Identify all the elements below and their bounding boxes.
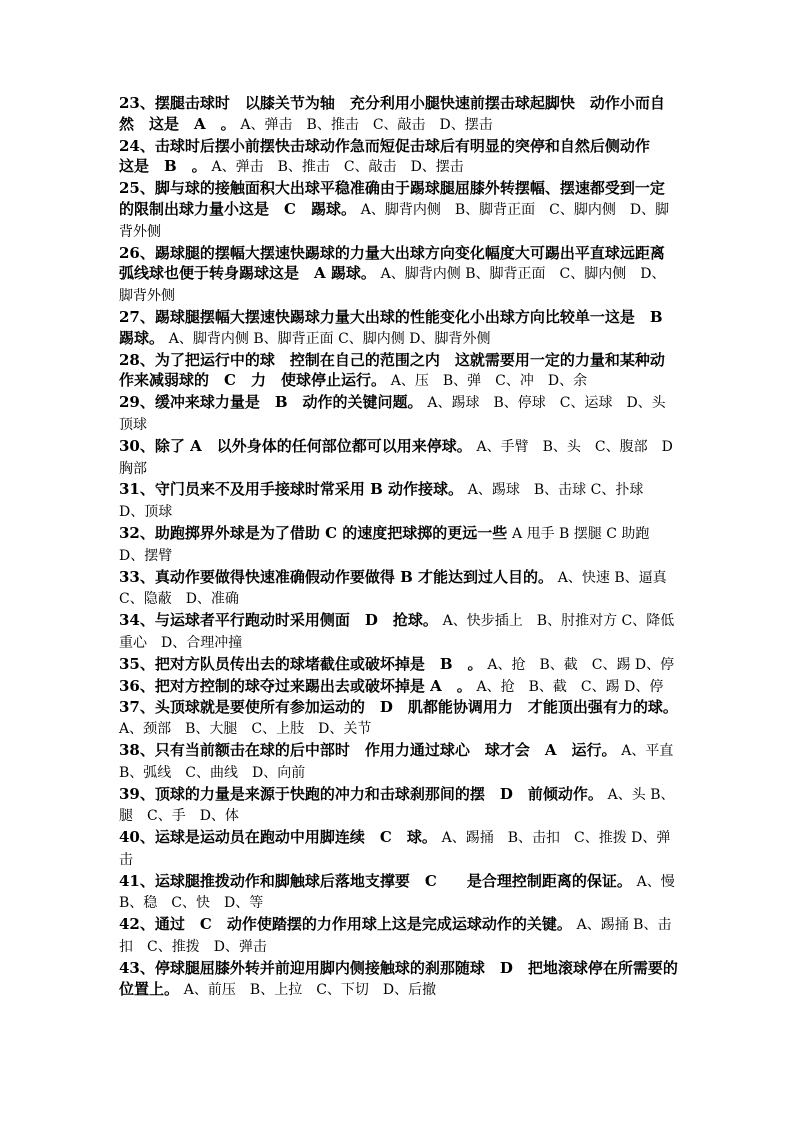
question-options: A、快速 B、逼真 C、隐蔽 D、准确 — [119, 569, 681, 608]
question-item — [119, 243, 679, 307]
question-options: A、前压 B、上拉 C、下切 D、后撤 — [183, 981, 437, 998]
question-item — [119, 93, 679, 136]
question-stem: 34、与运球者平行跑动时采用侧面 D 抢球。 — [119, 611, 438, 630]
question-stem: 41、运球腿推拨动作和脚触球后落地支撑要 C 是合理控制距离的保证。 — [119, 871, 632, 890]
question-item — [119, 827, 679, 871]
question-stem: 43、停球腿屈膝外转并前迎用脚内侧接触球的刹那随球 D 把地滚球停在所需要的位置上。 — [119, 958, 678, 998]
question-item — [119, 697, 679, 740]
question-item — [119, 350, 679, 393]
question-stem: 37、头顶球就是要使所有参加运动的 D 肌都能协调用力 才能顶出强有力的球。 — [119, 698, 678, 717]
question-options: A、脚背内侧 B、脚背正面 C、脚内侧 D、脚背外侧 — [119, 266, 666, 305]
question-options: A、颈部 B、大腿 C、上肢 D、关节 — [119, 721, 372, 738]
question-options: A、脚背内侧 B、脚背正面 C、脚内侧 D、脚背外侧 — [168, 330, 491, 347]
question-stem: 27、踢球腿摆幅大摆速快踢球力量大出球的性能变化小出球方向比较单一这是 B 踢球。 — [119, 307, 678, 347]
question-item — [119, 523, 679, 567]
question-stem: 32、助跑掷界外球是为了借助 C 的速度把球掷的更远一些 — [119, 523, 508, 542]
question-stem: 24、击球时后摆小前摆快击球动作急而短促击球后有明显的突停和自然后侧动作 这是 B 。 — [119, 136, 665, 176]
question-item — [119, 654, 679, 676]
question-options: A、头 B、腿 C、手 D、体 — [119, 786, 675, 825]
question-options: A、踢球 B、击球 C、扑球 D、顶球 — [119, 482, 658, 521]
question-stem: 26、踢球腿的摆幅大摆速快踢球的力量大出球方向变化幅度大可踢出平直球远距离弧线球也便于转身踢球这是 A 踢球。 — [119, 243, 665, 283]
question-item — [119, 436, 679, 480]
question-options: A、手臂 B、头 C、腹部 D 胸部 — [119, 438, 673, 477]
question-stem: 35、把对方队员传出去的球堵截住或破坏掉是 B 。 — [119, 654, 483, 673]
question-stem: 30、除了 A 以外身体的任何部位都可以用来停球。 — [119, 436, 472, 455]
question-options: A、踢球 B、停球 C、运球 D、头顶球 — [119, 395, 666, 433]
question-stem: 36、把对方控制的球夺过来踢出去或破坏掉是 A 。 — [119, 676, 472, 695]
question-stem: 28、为了把运行中的球 控制在自己的范围之内 这就需要用一定的力量和某种动作来减弱球的 C 力 使球停止运行。 — [119, 350, 665, 390]
question-item — [119, 567, 679, 611]
question-stem: 29、缓冲来球力量是 B 动作的关键问题。 — [119, 393, 423, 412]
question-item — [119, 479, 679, 523]
question-options: A、压 B、弹 C、冲 D、余 — [390, 373, 588, 390]
question-stem: 38、只有当前额击在球的后中部时 作用力通过球心 球才会 A 运行。 — [119, 740, 617, 759]
question-list — [119, 93, 689, 1000]
question-item — [119, 871, 689, 915]
question-stem: 33、真动作要做得快速准确假动作要做得 B 才能达到过人目的。 — [119, 567, 553, 586]
question-item — [119, 307, 679, 350]
question-item — [119, 392, 679, 436]
question-item — [119, 136, 679, 179]
question-options: A、踢捅 B、击扣 C、推拨 D、弹击 — [119, 830, 671, 868]
question-item — [119, 958, 679, 1001]
question-options: A、快步插上 B、肘推对方 C、降低重心 D、合理冲撞 — [119, 613, 675, 651]
question-stem: 23、摆腿击球时 以膝关节为轴 充分利用小腿快速前摆击球起脚快 动作小而自然 这是 A 。 — [119, 94, 665, 133]
question-stem: 31、守门员来不及用手接球时常采用 B 动作接球。 — [119, 480, 463, 499]
question-options: A、弹击 B、推击 C、敲击 D、摆击 — [240, 116, 493, 133]
question-options: A、平直 B、弧线 C、曲线 D、向前 — [119, 742, 688, 781]
question-stem: 39、顶球的力量是来源于快跑的冲力和击球刹那间的摆 D 前倾动作。 — [119, 784, 603, 803]
question-options: A 甩手 B 摆腿 C 助跑 D、摆臂 — [119, 525, 650, 564]
question-options: A、抢 B、截 C、踢 D、停 — [476, 678, 664, 695]
question-item — [119, 914, 679, 958]
question-options: A、弹击 B、推击 C、敲击 D、摆击 — [211, 159, 464, 176]
question-stem: 42、通过 C 动作使踏摆的力作用球上这是完成运球动作的关键。 — [119, 915, 572, 934]
question-item — [119, 610, 679, 654]
question-item — [119, 178, 679, 242]
question-item — [119, 784, 679, 828]
question-item — [119, 740, 688, 784]
question-options: A、踢捅 B、击扣 C、推拨 D、弹击 — [119, 917, 672, 956]
question-item — [119, 676, 679, 698]
question-stem: 40、运球是运动员在跑动中用脚连续 C 球。 — [119, 828, 437, 847]
question-options: A、抢 B、截 C、踢 D、停 — [487, 656, 675, 673]
question-stem: 25、脚与球的接触面积大出球平稳准确由于踢球腿屈膝外转摆幅、摆速都受到一定的限制出球力量小这是 C 踢球。 — [119, 179, 665, 218]
question-options: A、慢 B、稳 C、快 D、等 — [119, 873, 689, 912]
question-options: A、脚背内侧 B、脚背正面 C、脚内侧 D、脚背外侧 — [119, 201, 670, 240]
